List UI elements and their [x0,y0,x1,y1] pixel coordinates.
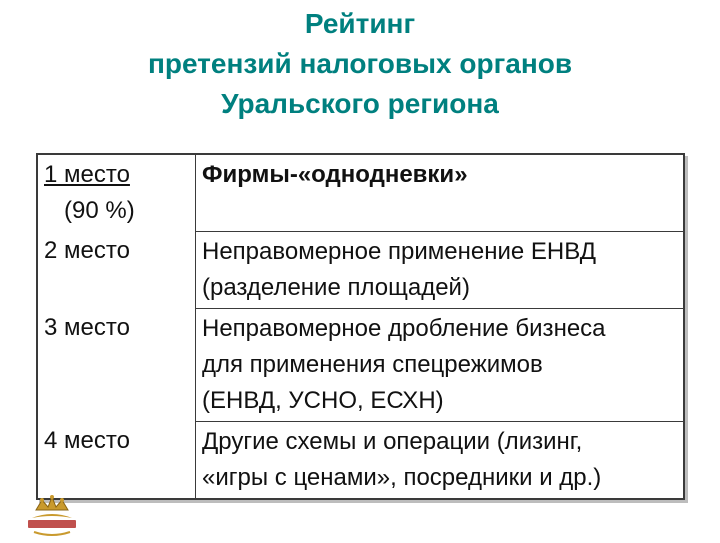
table-row [37,154,684,231]
description-line: (разделение площадей) [202,273,470,301]
description-cell [196,231,685,308]
place-label: 3 место [44,314,130,341]
title-line-3: Уральского региона [221,88,499,119]
place-cell [37,231,196,308]
title-line-2: претензий налоговых органов [147,48,573,79]
description-line: Неправомерное применение ЕНВД [202,237,596,265]
place-cell [37,308,196,421]
table-row [37,421,684,499]
place-note: (90 %) [64,197,135,224]
table-row [37,308,684,421]
place-label: 4 место [44,427,130,454]
description-cell [196,154,685,231]
description-line: «игры с ценами», посредники и др.) [202,463,602,491]
rating-table [36,153,685,500]
title-line-1: Рейтинг [304,8,416,39]
description-line: (ЕНВД, УСНО, ЕСХН) [202,386,444,414]
description-line: Фирмы-«однодневки» [202,161,468,188]
page-title [0,4,720,124]
description-line: Другие схемы и операции (лизинг, [202,427,583,455]
crown-emblem-icon [22,494,82,538]
description-line: для применения спецрежимов [202,350,543,378]
place-cell [37,421,196,499]
table-row [37,231,684,308]
place-label: 2 место [44,237,130,264]
description-cell [196,421,685,499]
description-cell [196,308,685,421]
description-line: Неправомерное дробление бизнеса [202,314,606,342]
place-label: 1 место [44,161,130,188]
place-cell [37,154,196,231]
